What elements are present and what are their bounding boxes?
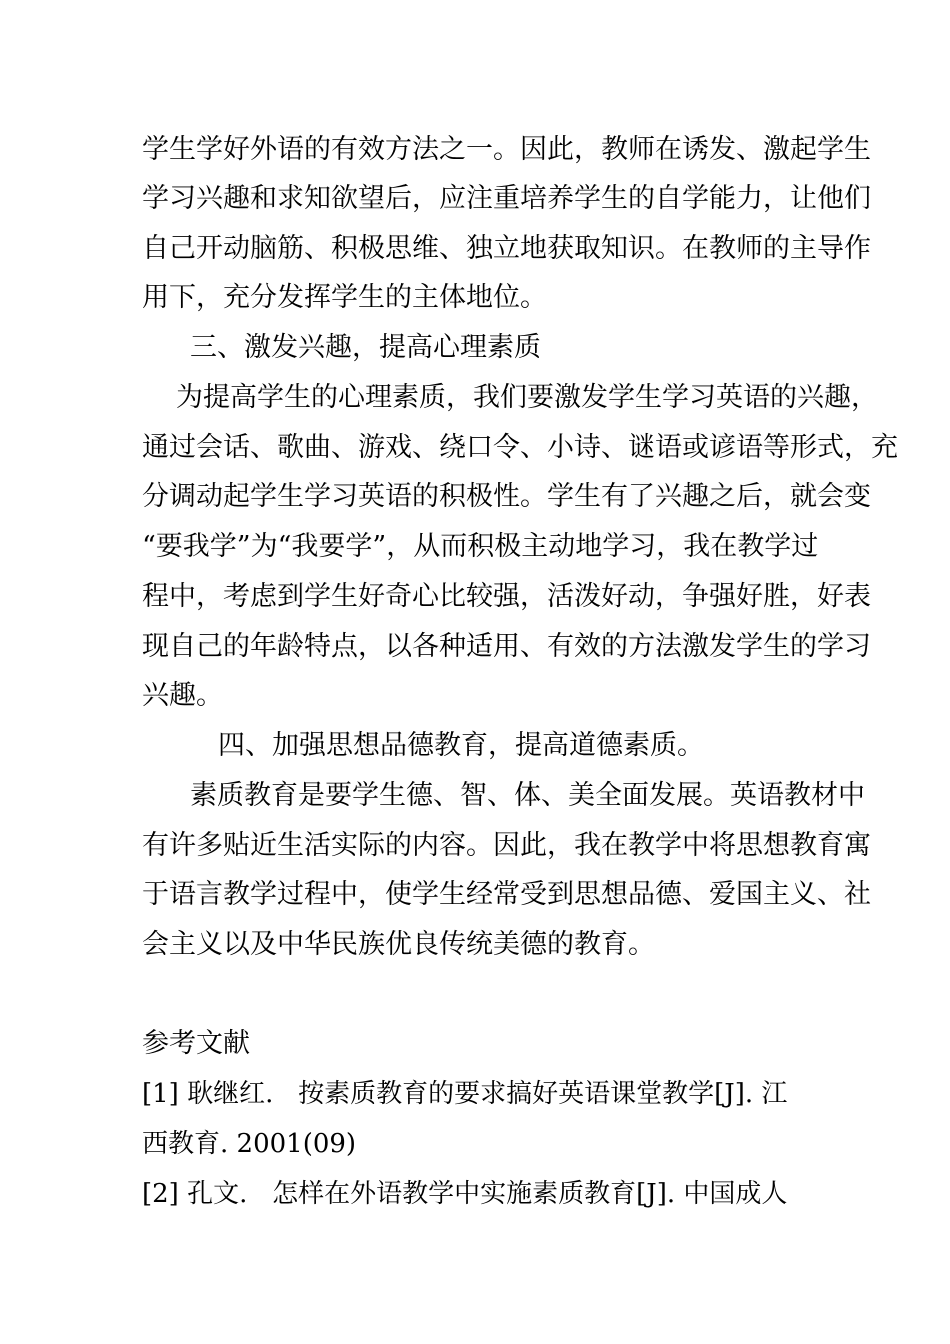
paragraph-1-line-3: 自己开动脑筋、积极思维、独立地获取知识。在教师的主导作 [142,233,871,264]
reference-1-line-1: [1] 耿继红. 按素质教育的要求搞好英语课堂教学[J]. 江 [142,1079,788,1109]
section-heading-3: 三、激发兴趣，提高心理素质 [190,332,541,363]
paragraph-1-line-2: 学习兴趣和求知欲望后，应注重培养学生的自学能力，让他们 [142,183,871,214]
paragraph-2-line-6: 现自己的年龄特点，以各种适用、有效的方法激发学生的学习 [142,631,871,662]
paragraph-3-line-1: 素质教育是要学生德、智、体、美全面发展。英语教材中 [190,780,865,811]
paragraph-3-line-2: 有许多贴近生活实际的内容。因此，我在教学中将思想教育寓 [142,830,871,861]
references-title: 参考文献 [142,1028,250,1059]
paragraph-2-line-7: 兴趣。 [142,680,223,711]
paragraph-3-line-3: 于语言教学过程中，使学生经常受到思想品德、爱国主义、社 [142,879,871,910]
paragraph-1-line-1: 学生学好外语的有效方法之一。因此，教师在诱发、激起学生 [142,134,871,165]
paragraph-1-line-4: 用下，充分发挥学生的主体地位。 [142,282,547,313]
paragraph-2-line-2: 通过会话、歌曲、游戏、绕口令、小诗、谜语或谚语等形式，充 [142,432,898,463]
paragraph-2-line-3: 分调动起学生学习英语的积极性。学生有了兴趣之后，就会变 [142,481,871,512]
paragraph-2-line-4: “要我学”为“我要学”，从而积极主动地学习，我在教学过 [142,531,819,562]
paragraph-2-line-1: 为提高学生的心理素质，我们要激发学生学习英语的兴趣， [176,382,878,413]
section-heading-4: 四、加强思想品德教育，提高道德素质。 [218,730,704,761]
reference-2-line-1: [2] 孔文. 怎样在外语教学中实施素质教育[J]. 中国成人 [142,1179,788,1209]
reference-1-line-2: 西教育. 2001(09) [142,1129,357,1159]
paragraph-2-line-5: 程中，考虑到学生好奇心比较强，活泼好动，争强好胜，好表 [142,581,871,612]
paragraph-3-line-4: 会主义以及中华民族优良传统美德的教育。 [142,929,655,960]
